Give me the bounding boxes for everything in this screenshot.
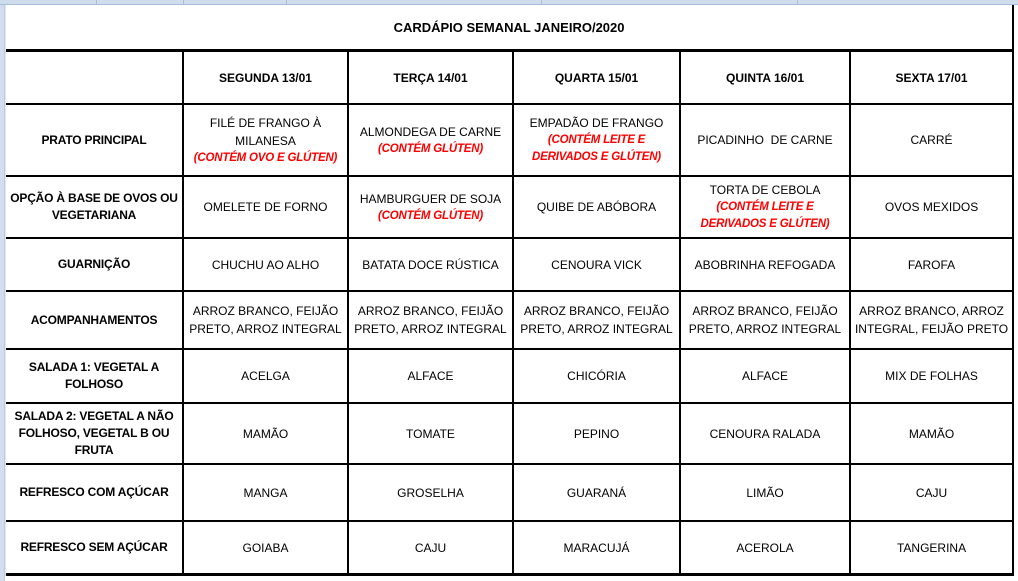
menu-item-text: HAMBURGUER DE SOJA	[359, 191, 502, 206]
menu-cell	[681, 404, 851, 465]
menu-item-text: ARROZ BRANCO, FEIJÃO PRETO, ARROZ INTEGRAL	[354, 304, 507, 336]
menu-item-text: CAJU	[915, 485, 948, 500]
menu-item-text: TORTA DE CEBOLA	[709, 183, 821, 198]
menu-item-text: GUARANÁ	[566, 485, 627, 500]
row-label: REFRESCO SEM AÇÚCAR	[6, 522, 184, 576]
menu-cell	[514, 350, 681, 404]
allergen-note: (CONTÉM OVO E GLÚTEN)	[193, 151, 338, 164]
row-label: ACOMPANHAMENTOS	[6, 292, 184, 350]
row-label: REFRESCO COM AÇÚCAR	[6, 465, 184, 522]
column-header-quinta: QUINTA 16/01	[681, 52, 851, 105]
row-label: PRATO PRINCIPAL	[6, 105, 184, 177]
menu-item-text: FAROFA	[907, 257, 956, 272]
row-label: SALADA 2: VEGETAL A NÃO FOLHOSO, VEGETAL B OU FRUTA	[6, 404, 184, 465]
menu-item-text: TANGERINA	[896, 540, 967, 555]
menu-item-text: MAMÃO	[908, 426, 955, 441]
menu-item-text: EMPADÃO DE FRANGO	[529, 116, 664, 131]
menu-cell	[681, 239, 851, 292]
menu-cell	[349, 522, 514, 576]
weekly-menu-table-wrap	[5, 5, 1014, 576]
title-row	[6, 5, 1014, 52]
menu-cell	[349, 177, 514, 239]
gridline-strip-left	[0, 0, 5, 581]
menu-cell	[184, 105, 349, 177]
allergen-note: (CONTÉM GLÚTEN)	[378, 142, 483, 155]
menu-item-text: ALMONDEGA DE CARNE	[359, 124, 502, 139]
day-header-row	[6, 52, 1014, 105]
menu-item-text: GOIABA	[242, 540, 289, 555]
menu-cell	[184, 350, 349, 404]
menu-item-text: CENOURA RALADA	[709, 426, 821, 441]
menu-item-text: QUIBE DE ABÓBORA	[536, 200, 657, 214]
menu-item-text: CARRÉ	[910, 133, 953, 147]
menu-cell	[184, 177, 349, 239]
menu-cell	[514, 239, 681, 292]
menu-cell	[681, 105, 851, 177]
menu-item-text: MIX DE FOLHAS	[885, 369, 978, 383]
weekly-menu-table	[6, 5, 1014, 576]
column-header-quarta: QUARTA 15/01	[514, 52, 681, 105]
menu-cell	[851, 350, 1014, 404]
menu-item-text: ABOBRINHA REFOGADA	[694, 257, 836, 272]
page-title: CARDÁPIO SEMANAL JANEIRO/2020	[6, 5, 1014, 52]
menu-cell	[349, 404, 514, 465]
menu-cell	[349, 239, 514, 292]
menu-row-opcao-vegetariana	[6, 177, 1014, 239]
gridline-tick	[96, 0, 97, 4]
menu-item-text: FILÉ DE FRANGO À MILANESA	[209, 115, 325, 148]
gridline-tick	[183, 0, 184, 4]
row-label: OPÇÃO À BASE DE OVOS OU VEGETARIANA	[6, 177, 184, 239]
menu-row-acompanhamentos	[6, 292, 1014, 350]
menu-item-text: PEPINO	[573, 426, 620, 441]
menu-cell	[851, 465, 1014, 522]
menu-item-text: PICADINHO DE CARNE	[697, 133, 833, 147]
menu-item-text: ARROZ BRANCO, FEIJÃO PRETO, ARROZ INTEGRAL	[688, 304, 842, 336]
menu-item-text: CHICÓRIA	[567, 369, 626, 383]
menu-cell	[349, 105, 514, 177]
menu-item-text: MARACUJÁ	[563, 540, 630, 555]
menu-row-prato-principal	[6, 105, 1014, 177]
menu-cell	[851, 404, 1014, 465]
menu-cell	[514, 522, 681, 576]
menu-cell	[514, 465, 681, 522]
menu-item-text: ACELGA	[241, 369, 290, 383]
menu-cell	[349, 350, 514, 404]
menu-item-text: ACEROLA	[736, 540, 794, 555]
menu-cell	[851, 292, 1014, 350]
gridline-tick	[286, 0, 287, 4]
menu-cell	[681, 465, 851, 522]
menu-item-text: CAJU	[414, 540, 447, 555]
corner-cell	[6, 52, 184, 105]
menu-item-text: CHUCHU AO ALHO	[211, 257, 320, 272]
allergen-note: (CONTÉM LEITE E DERIVADOS E GLÚTEN)	[700, 201, 830, 230]
column-header-terca: TERÇA 14/01	[349, 52, 514, 105]
gridline-tick	[797, 0, 798, 4]
menu-cell	[184, 465, 349, 522]
allergen-note: (CONTÉM GLÚTEN)	[378, 209, 483, 222]
gridline-strip-top	[0, 0, 1018, 5]
menu-item-text: MAMÃO	[242, 426, 289, 441]
menu-item-text: ARROZ BRANCO, FEIJÃO PRETO, ARROZ INTEGRAL	[189, 304, 342, 336]
menu-row-guarnicao	[6, 239, 1014, 292]
gridline-tick	[541, 0, 542, 4]
menu-item-text: TOMATE	[406, 426, 455, 441]
menu-cell	[514, 404, 681, 465]
menu-cell	[514, 105, 681, 177]
menu-cell	[184, 239, 349, 292]
menu-cell	[681, 292, 851, 350]
allergen-note: (CONTÉM LEITE E DERIVADOS E GLÚTEN)	[532, 134, 661, 163]
menu-item-text: OMELETE DE FORNO	[203, 200, 328, 214]
menu-cell	[851, 105, 1014, 177]
menu-cell	[851, 239, 1014, 292]
menu-item-text: LIMÃO	[746, 485, 784, 500]
menu-row-salada-1	[6, 350, 1014, 404]
menu-cell	[514, 292, 681, 350]
column-header-segunda: SEGUNDA 13/01	[184, 52, 349, 105]
menu-item-text: BATATA DOCE RÚSTICA	[362, 257, 499, 272]
menu-cell	[851, 522, 1014, 576]
menu-cell	[514, 177, 681, 239]
menu-item-text: GROSELHA	[397, 485, 464, 500]
menu-cell	[681, 522, 851, 576]
menu-row-refresco-sem-acucar	[6, 522, 1014, 576]
menu-row-salada-2	[6, 404, 1014, 465]
row-label: GUARNIÇÃO	[6, 239, 184, 292]
menu-cell	[851, 177, 1014, 239]
menu-cell	[184, 522, 349, 576]
menu-cell	[681, 350, 851, 404]
menu-cell	[184, 292, 349, 350]
menu-item-text: ARROZ BRANCO, ARROZ INTEGRAL, FEIJÃO PRETO	[854, 304, 1009, 336]
menu-item-text: ALFACE	[407, 369, 454, 383]
menu-item-text: CENOURA VICK	[551, 257, 642, 272]
menu-item-text: ALFACE	[741, 369, 789, 383]
menu-cell	[349, 292, 514, 350]
row-label: SALADA 1: VEGETAL A FOLHOSO	[6, 350, 184, 404]
menu-cell	[184, 404, 349, 465]
menu-item-text: OVOS MEXIDOS	[884, 200, 979, 214]
menu-cell	[681, 177, 851, 239]
column-header-sexta: SEXTA 17/01	[851, 52, 1014, 105]
menu-row-refresco-com-acucar	[6, 465, 1014, 522]
menu-item-text: MANGA	[243, 485, 288, 500]
menu-item-text: ARROZ BRANCO, FEIJÃO PRETO, ARROZ INTEGRAL	[520, 304, 673, 336]
menu-cell	[349, 465, 514, 522]
